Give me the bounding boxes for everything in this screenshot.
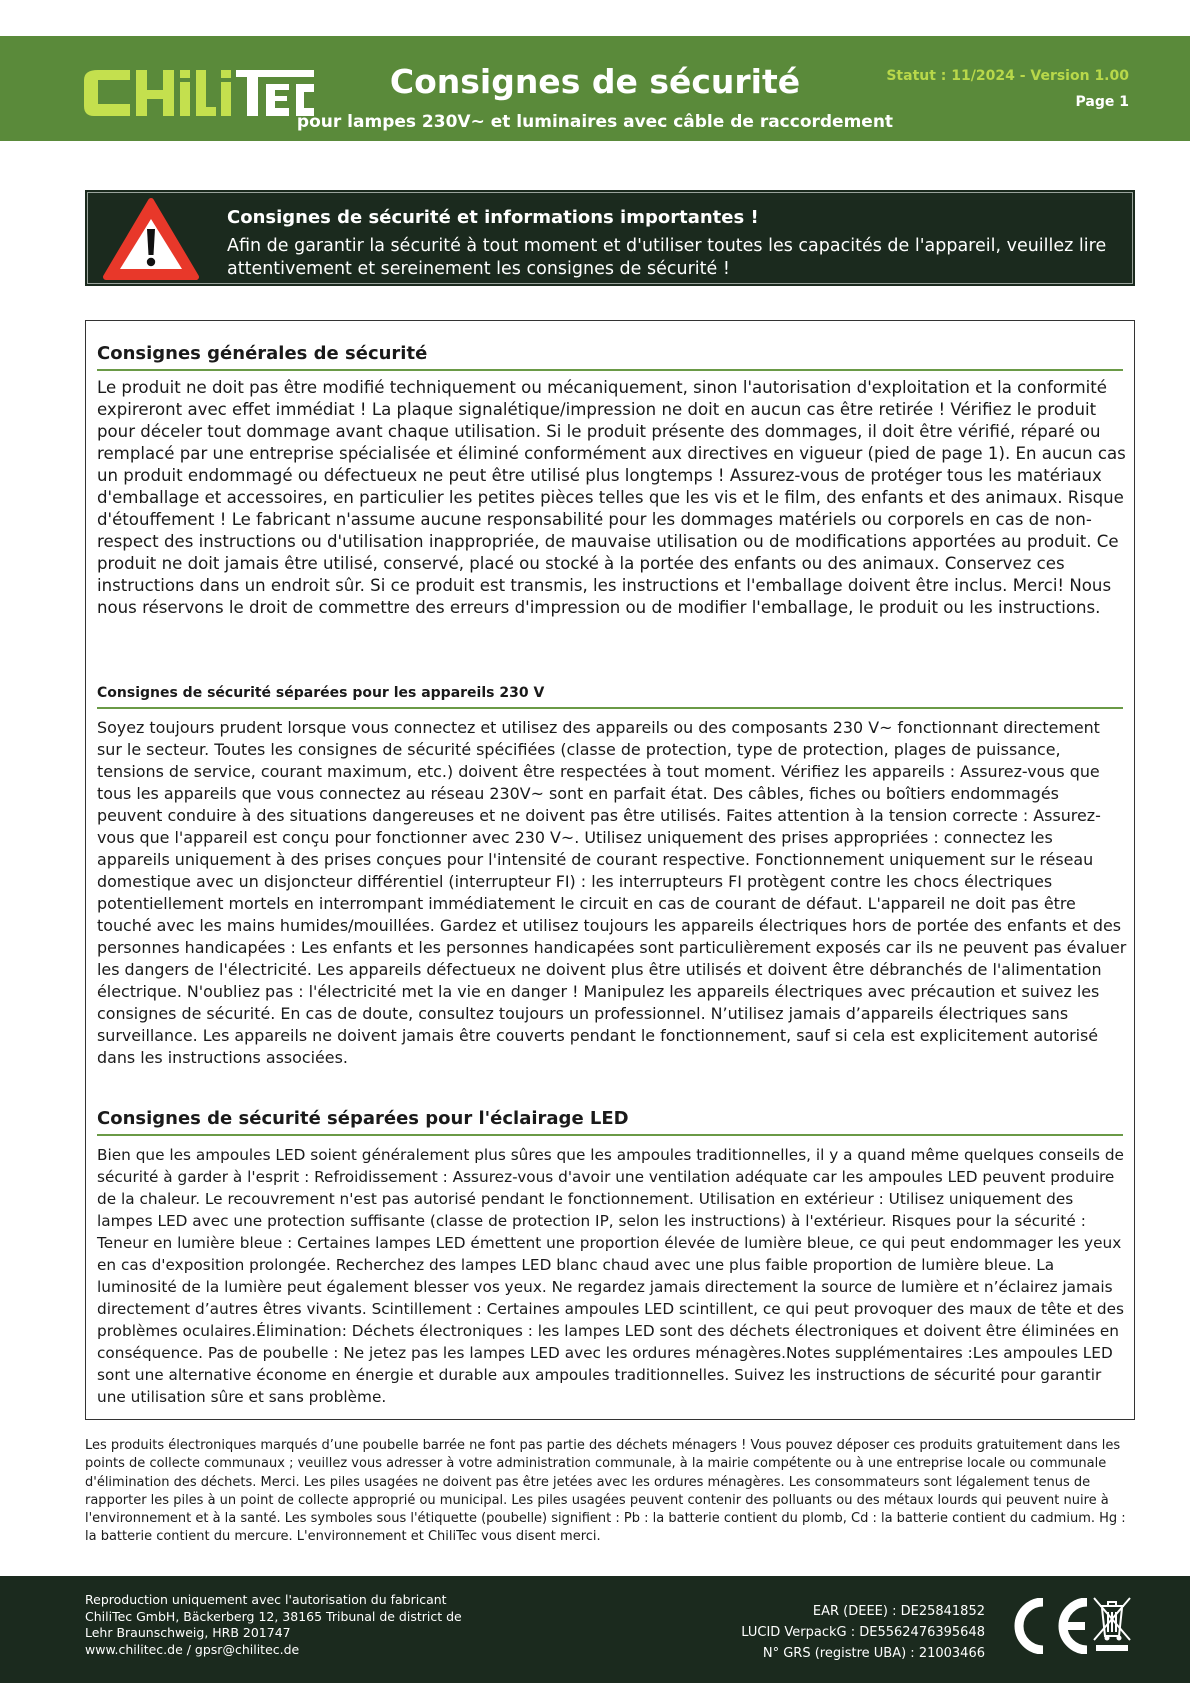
warning-banner bbox=[85, 190, 1135, 286]
safety-instructions-box bbox=[85, 320, 1135, 1420]
warning-text: Afin de garantir la sécurité à tout moment et d'utiliser toutes les capacités de l'appareil, veuillez lire attentivement et sereinement les consignes de sécurité ! bbox=[227, 236, 1107, 279]
footer-registrations bbox=[741, 1601, 985, 1664]
footer-company-info bbox=[85, 1592, 462, 1658]
footer-bar bbox=[0, 1576, 1190, 1683]
footer-address-line: ChiliTec GmbH, Bäckerberg 12, 38165 Tribunal de district de bbox=[85, 1608, 462, 1624]
page-subtitle: pour lampes 230V~ et luminaires avec câble de raccordement bbox=[296, 112, 894, 132]
section-text-led: Bien que les ampoules LED soient généralement plus sûres que les ampoules traditionnelles, il y a quand même quelques conseils de sécurité à garder à l'esprit : Refroidissement : Assurez-vous d'avoir une ventilation adéquate car les ampoules LED peuvent produire de la chaleur. Le recouvrement n'est pas autorisé pendant le fonctionnement. Utilisation en extérieur : Utilisez uniquement des lampes LED avec une protection suffisante (classe de protection IP, selon les instructions) à l'extérieur. Risques pour la sécurité : Teneur en lumière bleue : Certaines lampes LED émettent une proportion élevée de lumière bleue, ce qui peut endommager les yeux en cas d'exposition prolongée. Recherchez des lampes LED blanc chaud avec une plus faible proportion de lumière bleue. La luminosité de la lumière peut également blesser vos yeux. Ne regardez jamais directement la source de lumière et n’éclairez jamais directement d’autres êtres vivants. Scintillement : Certaines ampoules LED scintillent, ce qui peut provoquer des maux de tête et des problèmes oculaires.Élimination: Déchets électroniques : les lampes LED sont des déchets électroniques et doivent être éliminées en conséquence. Pas de poubelle : Ne jetez pas les lampes LED avec les ordures ménagères.Notes supplémentaires :Les ampoules LED sont une alternative économe en énergie et durable aux ampoules traditionnelles. Suivez les instructions de sécurité pour garantir une utilisation sûre et sans problème. bbox=[97, 1146, 1125, 1406]
disposal-note: Les produits électroniques marqués d’une poubelle barrée ne font pas partie des déchets ménagers ! Vous pouvez déposer ces produits gratuitement dans les points de collecte communaux ; veuillez vous adresser à votre administration communale, à la mairie compétente ou à une entreprise locale ou communale d'élimination des déchets. Merci. Les piles usagées ne doivent pas être jetées avec les ordures ménagères. Les consommateurs sont légalement tenus de rapporter les piles à un point de collecte approprié ou municipal. Les piles usagées peuvent contenir des polluants ou des métaux lourds qui peuvent nuire à l'environnement et à la santé. Les symboles sous l'étiquette (poubelle) signifient : Pb : la batterie contient du plomb, Cd : la batterie contient du cadmium. Hg : la batterie contient du mercure. L'environnement et ChiliTec vous disent merci. bbox=[85, 1438, 1126, 1545]
footer-reproduction-line: Reproduction uniquement avec l'autorisation du fabricant bbox=[85, 1592, 447, 1607]
footer-grs-number: N° GRS (registre UBA) : 21003466 bbox=[762, 1646, 985, 1661]
section-title-led: Consignes de sécurité séparées pour l'éclairage LED bbox=[97, 1108, 1123, 1136]
page-title: Consignes de sécurité bbox=[389, 62, 801, 101]
section-title-general: Consignes générales de sécurité bbox=[97, 343, 1123, 371]
ce-mark-icon bbox=[1009, 1598, 1099, 1654]
status-version: Statut : 11/2024 - Version 1.00 bbox=[886, 68, 1129, 84]
warning-title: Consignes de sécurité et informations importantes ! bbox=[227, 207, 759, 228]
footer-website-line: www.chilitec.de / gpsr@chilitec.de bbox=[85, 1641, 300, 1657]
footer-lucid-number: LUCID VerpackG : DE5562476395648 bbox=[741, 1625, 985, 1640]
crossed-out-bin-icon bbox=[1092, 1594, 1132, 1652]
header-bar bbox=[0, 36, 1190, 141]
warning-triangle-icon bbox=[102, 197, 200, 281]
section-text-general: Le produit ne doit pas être modifié techniquement ou mécaniquement, sinon l'autorisation d'exploitation et la conformité expireront avec effet immédiat ! La plaque signalétique/impression ne doit en aucun cas être retirée ! Vérifiez le produit pour déceler tout dommage avant chaque utilisation. Si le produit présente des dommages, il doit être vérifié, réparé ou remplacé par une entreprise spécialisée et éliminé conformément aux directives en vigueur (pied de page 1). En aucun cas un produit endommagé ou défectueux ne peut être utilisé plus longtemps ! Assurez-vous de protéger tous les matériaux d'emballage et accessoires, en particulier les petites pièces telles que les vis et le film, des enfants et des animaux. Risque d'étouffement ! Le fabricant n'assume aucune responsabilité pour les dommages matériels ou corporels en cas de non-respect des instructions ou d'utilisation inappropriée, de mauvaise utilisation ou de modifications apportées au produit. Ce produit ne doit jamais être utilisé, conservé, placé ou stocké à la portée des enfants ou des animaux. Conservez ces instructions dans un endroit sûr. Si ce produit est transmis, les instructions et l'emballage doivent être inclus. Merci! Nous nous réservons le droit de commettre des erreurs d'impression ou de modifier l'emballage, le produit ou les instructions. bbox=[97, 378, 1126, 617]
footer-registry-line: Lehr Braunschweig, HRB 201747 bbox=[85, 1625, 291, 1640]
page-number: Page 1 bbox=[1075, 94, 1129, 110]
section-title-230v: Consignes de sécurité séparées pour les appareils 230 V bbox=[97, 685, 1123, 709]
footer-ear-number: EAR (DEEE) : DE25841852 bbox=[812, 1604, 985, 1619]
section-text-230v: Soyez toujours prudent lorsque vous connectez et utilisez des appareils ou des composants 230 V~ fonctionnant directement sur le secteur. Toutes les consignes de sécurité spécifiées (classe de protection, type de protection, plages de puissance, tensions de service, courant maximum, etc.) doivent être respectées à tout moment. Vérifiez les appareils : Assurez-vous que tous les appareils que vous connectez au réseau 230V~ sont en parfait état. Des câbles, fiches ou boîtiers endommagés peuvent conduire à des situations dangereuses et ne doivent pas être utilisés. Faites attention à la tension correcte : Assurez-vous que l'appareil est conçu pour fonctionner avec 230 V~. Utilisez uniquement des prises appropriées : connectez les appareils uniquement à des prises conçues pour l'intensité de courant respective. Fonctionnement uniquement sur le réseau domestique avec un disjoncteur différentiel (interrupteur FI) : les interrupteurs FI protègent contre les chocs électriques potentiellement mortels en interrompant immédiatement le circuit en cas de courant de défaut. L'appareil ne doit pas être touché avec les mains humides/mouillées. Gardez et utilisez toujours les appareils électriques hors de portée des enfants et des personnes handicapées : Les enfants et les personnes handicapées sont particulièrement exposés car ils ne peuvent pas évaluer les dangers de l'électricité. Les appareils défectueux ne doivent plus être utilisés et doivent être débranchés de l'alimentation électrique. N'oubliez pas : l'électricité met la vie en danger ! Manipulez les appareils électriques avec précaution et suivez les consignes de sécurité. En cas de doute, consultez toujours un professionnel. N’utilisez jamais d’appareils électriques sans surveillance. Les appareils ne doivent jamais être couverts pendant le fonctionnement, sauf si cela est explicitement autorisé dans les instructions associées. bbox=[97, 718, 1127, 1067]
